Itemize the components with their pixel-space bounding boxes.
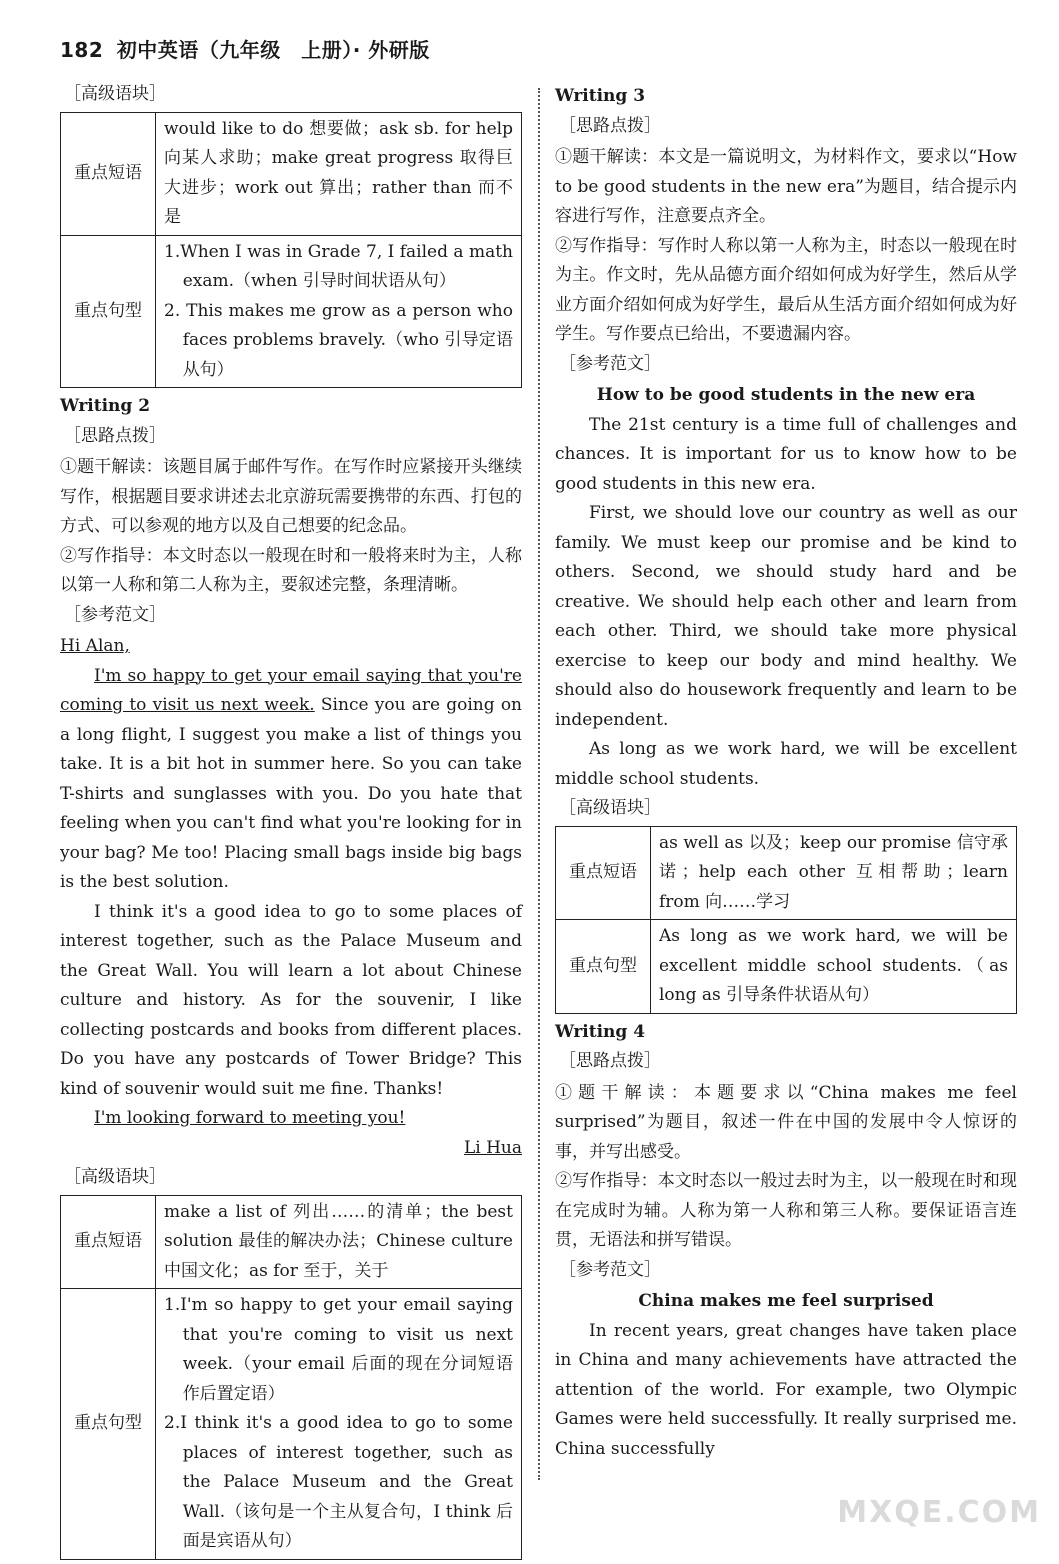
phrases-content: as well as 以及；keep our promise 信守承诺；help each other 互相帮助；learn from 向……学习 — [651, 826, 1017, 920]
writing-3-analysis: ①题干解读：本文是一篇说明文，为材料作文，要求以“How to be good students in the new era”为题目，结合提示内容进行写作，注意要点齐全。 — [555, 147, 1017, 226]
vocab-table-3 — [555, 826, 1017, 1014]
writing-4-analysis: ①题干解读：本题要求以“China makes me feel surprised”为题目，叙述一件在中国的发展中令人惊讶的事，并写出感受。 — [555, 1082, 1017, 1162]
sentence-item: 1.When I was in Grade 7, I failed a math exam.（when 引导时间状语从句） — [164, 241, 513, 291]
email-paragraph-1: I'm so happy to get your email saying that you're coming to visit us next week. Since you are going on a long flight, I suggest you make a list of things you take. It is a bit hot in summer here. So you can take T-shirts and sunglasses with you. Do you hate that feeling when you can't find what you're looking for in your bag? Me too! Placing small bags inside big bags is the best solution. — [60, 665, 522, 892]
sample-essay-heading: ［参考范文］ — [559, 1259, 661, 1280]
watermark: MXQE.COM — [837, 1495, 1041, 1530]
thinking-heading: ［思路点拨］ — [559, 115, 661, 136]
email-closing: I'm looking forward to meeting you! — [94, 1108, 406, 1128]
advanced-chunks-heading: ［高级语块］ — [64, 84, 166, 104]
email-paragraph-2: I think it's a good idea to go to some places of interest together, such as the Palace Museum and the Great Wall. You will learn a lot about Chinese culture and history. As for the souvenir, I like collecting postcards and books from different places. Do you have any postcards of Tower Bridge? This kind of souvenir would suit me fine. Thanks! — [60, 901, 522, 1099]
writing-3-title: Writing 3 — [555, 86, 646, 106]
email-greeting: Hi Alan, — [60, 636, 130, 656]
right-column — [555, 80, 1017, 1464]
sentences-label: 重点句型 — [556, 920, 651, 1014]
advanced-chunks-heading: ［高级语块］ — [64, 1167, 166, 1187]
sentence-item: 2. This makes me grow as a person who faces problems bravely.（who 引导定语从句） — [164, 300, 513, 380]
vocab-table-1 — [60, 112, 522, 389]
phrases-label: 重点短语 — [556, 826, 651, 920]
book-title: 初中英语（九年级 上册）· 外研版 — [116, 38, 430, 62]
writing-3-guidance: ②写作指导：写作时人称以第一人称为主，时态以一般现在时为主。作文时，先从品德方面介绍如何成为好学生，然后从学业方面介绍如何成为好学生，最后从生活方面介绍如何成为好学生。写作要点已给出，不要遗漏内容。 — [555, 235, 1017, 344]
page-header — [60, 34, 430, 63]
sample-essay-heading: ［参考范文］ — [559, 353, 661, 374]
page-number: 182 — [60, 38, 104, 62]
left-column — [60, 80, 522, 1564]
sentence-item: 1.I'm so happy to get your email saying that you're coming to visit us next week.（your email 后面的现在分词短语作后置定语） — [164, 1295, 513, 1404]
writing-2-guidance: ②写作指导：本文时态以一般现在时和一般将来时为主，人称以第一人称和第二人称为主，要叙述完整，条理清晰。 — [60, 545, 522, 595]
sentences-label: 重点句型 — [61, 235, 156, 388]
phrases-content: would like to do 想要做；ask sb. for help 向某人求助；make great progress 取得巨大进步；work out 算出；rather than 而不是 — [156, 112, 522, 235]
writing-4-guidance: ②写作指导：本文时态以一般过去时为主，以一般现在时和现在完成时为辅。人称为第一人称和第三人称。要保证语言连贯，无语法和拼写错误。 — [555, 1171, 1017, 1250]
essay-title: China makes me feel surprised — [638, 1291, 934, 1311]
essay-title: How to be good students in the new era — [596, 385, 976, 405]
sentences-content — [156, 1289, 522, 1560]
phrases-label: 重点短语 — [61, 1195, 156, 1289]
sentence-item: 2.I think it's a good idea to go to some places of interest together, such as the Palace Museum and the Great Wall.（该句是一个主从复合句，I think 后面是宾语从句） — [164, 1413, 513, 1551]
thinking-heading: ［思路点拨］ — [64, 425, 166, 446]
sentences-content: As long as we work hard, we will be excellent middle school students.（as long as 引导条件状语从句） — [651, 920, 1017, 1014]
email-signature: Li Hua — [463, 1137, 522, 1158]
writing-2-analysis: ①题干解读：该题目属于邮件写作。在写作时应紧接开头继续写作，根据题目要求讲述去北京游玩需要携带的东西、打包的方式、可以参观的地方以及自己想要的纪念品。 — [60, 457, 522, 536]
phrases-label: 重点短语 — [61, 112, 156, 235]
vocab-table-2 — [60, 1195, 522, 1560]
thinking-heading: ［思路点拨］ — [559, 1051, 661, 1071]
essay-paragraph-2: First, we should love our country as well as our family. We must keep our promise and be kind to others. Second, we should study hard and be creative. We should help each other and learn from each other. Third, we should take more physical exercise to keep our body and mind healthy. We should also do housework frequently and learn to be independent. — [555, 503, 1017, 730]
writing-2-title: Writing 2 — [60, 396, 151, 416]
phrases-content: make a list of 列出……的清单；the best solution 最佳的解决办法；Chinese culture 中国文化；as for 至于，关于 — [156, 1195, 522, 1289]
essay-paragraph-3: As long as we work hard, we will be excellent middle school students. — [555, 739, 1017, 789]
sentences-label: 重点句型 — [61, 1289, 156, 1560]
essay-paragraph-1: In recent years, great changes have taken place in China and many achievements have attracted the attention of the world. For example, two Olympic Games were held successfully. It really surprised me. China successfully — [555, 1320, 1017, 1459]
writing-4-title: Writing 4 — [555, 1021, 646, 1042]
essay-paragraph-1: The 21st century is a time full of challenges and chances. It is important for us to know how to be good students in this new era. — [555, 414, 1017, 494]
advanced-chunks-heading: ［高级语块］ — [559, 798, 661, 818]
column-divider — [538, 88, 540, 1480]
sentences-content — [156, 235, 522, 388]
sample-essay-heading: ［参考范文］ — [64, 604, 166, 625]
underlined-sentence: I'm so happy to get your email saying that you're coming to visit us next week. — [60, 665, 522, 715]
